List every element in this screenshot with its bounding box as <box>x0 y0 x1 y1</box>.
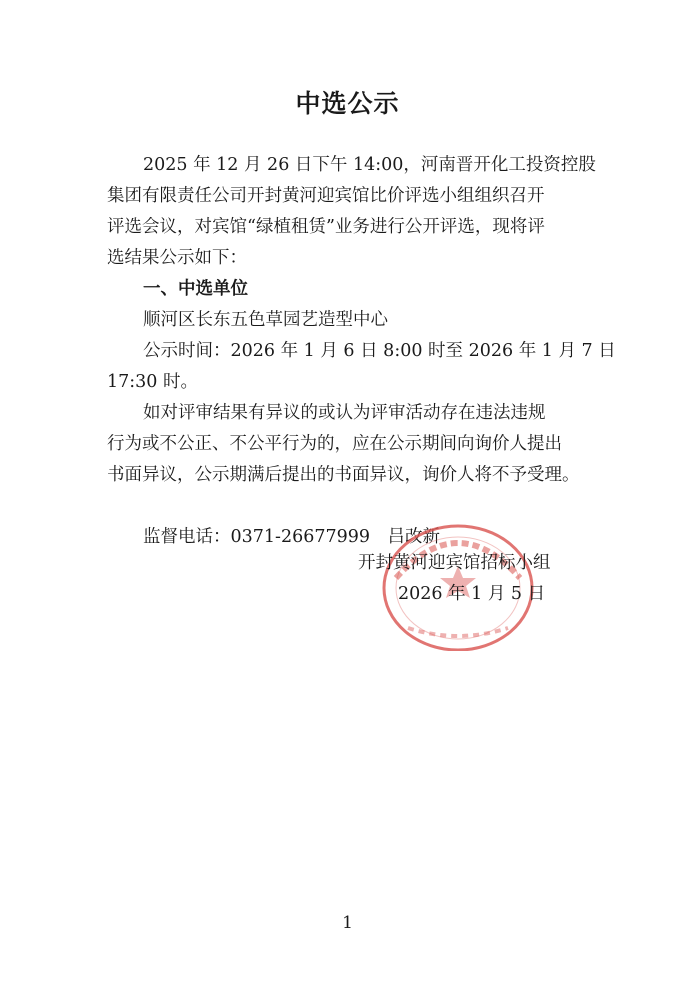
notice-period-line: 17:30 时。 <box>107 372 198 392</box>
objection-line: 行为或不公正、不公平行为的，应在公示期间向询价人提出 <box>107 434 562 454</box>
notice-period-line: 公示时间：2026 年 1 月 6 日 8:00 时至 2026 年 1 月 7 日 <box>143 341 616 361</box>
signature-organization: 开封黄河迎宾馆招标小组 <box>358 553 551 573</box>
page-title: 中选公示 <box>295 89 400 118</box>
selected-unit: 顺河区长东五色草园艺造型中心 <box>143 310 388 330</box>
supervision-phone: 监督电话：0371-26677999 吕改新 <box>143 527 441 547</box>
paragraph-line: 选结果公示如下： <box>107 248 247 268</box>
page-number: 1 <box>342 913 353 933</box>
objection-line: 书面异议，公示期满后提出的书面异议，询价人将不予受理。 <box>107 465 580 485</box>
paragraph-line: 2025 年 12 月 26 日下午 14:00，河南晋开化工投资控股 <box>143 155 596 175</box>
paragraph-line: 评选会议，对宾馆“绿植租赁”业务进行公开评选，现将评 <box>107 217 545 237</box>
signature-date: 2026 年 1 月 5 日 <box>398 584 546 604</box>
objection-line: 如对评审结果有异议的或认为评审活动存在违法违规 <box>143 403 546 423</box>
section-heading: 一、中选单位 <box>143 279 248 299</box>
paragraph-line: 集团有限责任公司开封黄河迎宾馆比价评选小组组织召开 <box>107 186 545 206</box>
